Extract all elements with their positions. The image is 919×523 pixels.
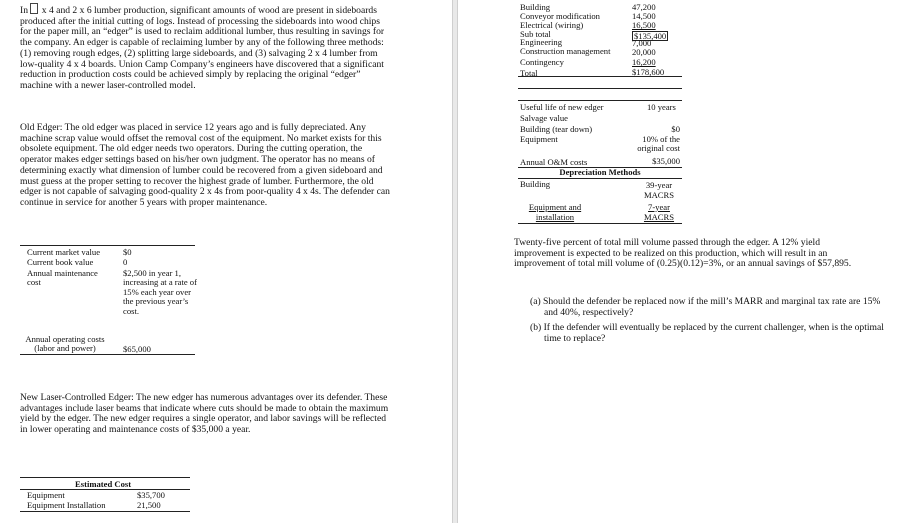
- dep-building-label: Building: [520, 179, 551, 189]
- salvage-equipment-value: 10% of the original cost: [637, 134, 680, 153]
- cost-value: 7,000: [632, 38, 652, 48]
- cost-value: 14,500: [632, 11, 656, 21]
- new-table-top-rule: [518, 100, 682, 101]
- cost-label: Construction management: [520, 46, 611, 56]
- new-table-bottom-rule: [518, 223, 682, 224]
- question-a: (a) Should the defender be replaced now if the mill’s MARR and marginal tax rate are 15% and 40%, respectively?: [530, 296, 881, 318]
- estimated-cost-value: $35,700: [137, 490, 165, 500]
- cost-value: $178,600: [632, 67, 665, 77]
- old-table-label: Annual operating costs (labor and power): [25, 334, 105, 354]
- cost-value: 16,200: [632, 57, 656, 67]
- estimated-cost-top-rule: [20, 477, 190, 478]
- old-table-label: Annual maintenance cost: [27, 268, 98, 288]
- cost-value: 47,200: [632, 2, 656, 12]
- useful-life-label: Useful life of new edger: [520, 102, 604, 112]
- salvage-building-value: $0: [671, 124, 680, 134]
- new-edger-paragraph: New Laser-Controlled Edger: The new edger has numerous advantages over its defender. These advantages include laser beams that indicate where cuts should be made to obtain the maximum yield by the edger. The new edger requires a single operator, and labor savings will be reflected in lower operating and maintenance costs of $35,000 a year.: [20, 392, 389, 436]
- intro-paragraph: [20, 3, 392, 92]
- cost-label: Building: [520, 2, 551, 12]
- cost-value: 20,000: [632, 47, 656, 57]
- old-table-label: Current book value: [27, 257, 94, 267]
- estimated-cost-label: Equipment: [27, 490, 65, 500]
- annual-om-value: $35,000: [652, 156, 680, 166]
- estimated-cost-heading: Estimated Cost: [75, 479, 132, 489]
- old-table-value: $0: [123, 247, 132, 257]
- right-column: [456, 0, 919, 523]
- cost-value: 16,500: [632, 20, 656, 30]
- cost-label: Engineering: [520, 37, 562, 47]
- intro-text: x 4 and 2 x 6 lumber production, significant amounts of wood are present in sideboards produced after the initial cutting of logs. Instead of processing the sideboards into wood chips for the paper mill, an “edger” is used to reclaim additional lumber, thus resulting in savings for the company. An edger is capable of reclaiming lumber by any of the following three methods: (1) removing rough edges, (2) splitting large sideboards, and (3) salvaging 2 x 4 lumber from low-quality 4 x 4 boards. Union Camp Company’s engineers have discovered that a significant reduction in production costs could be achieved simply by replacing the original “edger” machine with a newer laser-controlled model.: [20, 5, 385, 91]
- useful-life-value: 10 years: [647, 102, 676, 112]
- cost-label: Total: [520, 68, 538, 78]
- old-table-value: $2,500 in year 1, increasing at a rate of 15% each year over the previous year’s cost.: [123, 268, 197, 316]
- intro-prefix: In: [20, 5, 31, 16]
- depreciation-heading: Depreciation Methods: [559, 167, 641, 177]
- cost-label: Contingency: [520, 57, 564, 67]
- estimated-cost-value: 21,500: [137, 500, 161, 510]
- cost-label: Electrical (wiring): [520, 20, 584, 30]
- salvage-value-label: Salvage value: [520, 113, 568, 123]
- yield-paragraph: Twenty-five percent of total mill volume passed through the edger. A 12% yield improvement is expected to be realized on this production, which will result in an improvement of total mill volume of (0.25)(0.12)=3%, or an annual savings of $57,895.: [514, 237, 852, 270]
- cost-value: $135,400: [634, 31, 667, 41]
- text-cursor-icon: [30, 3, 38, 14]
- old-table-value: $65,000: [123, 344, 151, 354]
- old-table-label: Current market value: [27, 247, 101, 257]
- cost-label: Sub total: [520, 29, 551, 39]
- estimated-cost-label: Equipment Installation: [27, 500, 106, 510]
- dep-building-value: 39-year MACRS: [643, 180, 675, 200]
- old-edger-paragraph: Old Edger: The old edger was placed in service 12 years ago and is fully depreciated. Any machine scrap value would offset the removal cost of the equipment. No market exists for this obsolete equipment. The old edger needs two operators. During the cutting operation, the operator makes edger settings based on his/her own judgment. The operator has no means of determining exactly what dimension of lumber could be recovered from a given sideboard and must guess at the proper setting to recover the highest grade of lumber. Furthermore, the old edger is not capable of salvaging good-quality 2 x 4s from poor-quality 4 x 4s. The defender can continue in service for another 5 years with proper maintenance.: [20, 122, 390, 208]
- estimated-cost-bottom-rule: [20, 511, 190, 512]
- dep-equipment-label: Equipment and installation: [528, 202, 582, 222]
- salvage-equipment-label: Equipment: [520, 134, 558, 144]
- annual-om-label: Annual O&M costs: [520, 157, 588, 167]
- left-column: [0, 0, 455, 523]
- cost-table-bottom-rule: [518, 88, 682, 89]
- salvage-building-label: Building (tear down): [520, 124, 593, 134]
- old-edger-table-bottom-rule: [20, 354, 195, 355]
- question-b: (b) If the defender will eventually be replaced by the current challenger, when is the optimal time to replace?: [530, 322, 884, 344]
- dep-equipment-value: 7-year MACRS: [643, 202, 675, 222]
- old-table-value: 0: [123, 257, 128, 267]
- old-edger-table-top-rule: [20, 245, 195, 246]
- cost-label: Conveyor modification: [520, 11, 600, 21]
